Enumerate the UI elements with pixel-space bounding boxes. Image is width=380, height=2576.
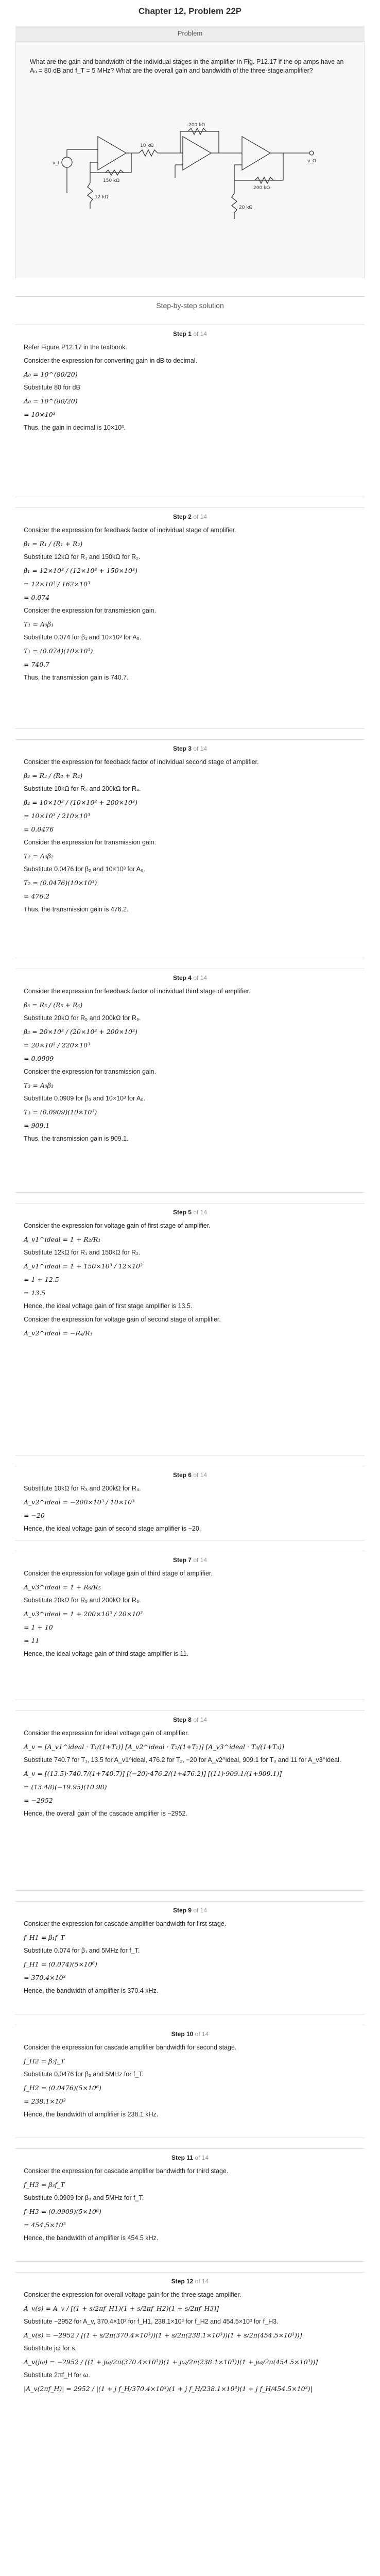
step-number: Step 12 — [171, 2278, 194, 2285]
step-4 — [15, 969, 365, 1193]
step-2 — [15, 507, 365, 729]
equation-line: = −20 — [24, 1512, 45, 1519]
step-3 — [15, 739, 365, 958]
text-line: Substitute 0.0909 for β₃ and 5MHz for f_T. — [24, 2194, 144, 2201]
equation-line: f_H1 = (0.074)(5×10⁶) — [24, 1960, 97, 1968]
text-line: Consider the expression for voltage gain of second stage of amplifier. — [24, 1316, 221, 1323]
text-line: Consider the expression for transmission gain. — [24, 839, 157, 846]
step-11 — [15, 2148, 365, 2262]
step-5 — [15, 1203, 365, 1455]
equation-line: A_v2^ideal = −R₄/R₃ — [24, 1329, 93, 1337]
text-line: Substitute jω for s. — [24, 2345, 77, 2352]
label-r4: 200 kΩ — [188, 123, 205, 128]
step-count: of 14 — [191, 330, 208, 337]
text-line: Consider the expression for cascade amplifier bandwidth for second stage. — [24, 2044, 237, 2051]
text-line: Substitute 10kΩ for R₃ and 200kΩ for R₄. — [24, 785, 141, 792]
step-count: of 14 — [191, 745, 208, 752]
text-line: Substitute 20kΩ for R₅ and 200kΩ for R₆. — [24, 1014, 141, 1022]
text-line: Consider the expression for transmission gain. — [24, 1068, 157, 1075]
equation-line: = 1 + 12.5 — [24, 1276, 59, 1283]
equation-line: = 1 + 10 — [24, 1623, 53, 1631]
equation-line: A₀ = 10^(80/20) — [24, 370, 78, 378]
label-vo: v_O — [307, 159, 316, 164]
equation-line: = 11 — [24, 1637, 40, 1645]
text-line: Thus, the transmission gain is 909.1. — [24, 1135, 129, 1142]
equation-line: A_v = [(13.5)·740.7/(1+740.7)] [(−20)·476.2/(1+476.2)] [(11)·909.1/(1+909.1)] — [24, 1770, 282, 1777]
step-label — [15, 1209, 365, 1216]
equation-line: T₁ = A₀β₁ — [24, 620, 54, 628]
equation-line: = 10×10³ / 210×10³ — [24, 812, 91, 820]
equation-line: A_v(jω) = −2952 / [(1 + jω/2π(370.4×10³))(1 + jω/2π(238.1×10³))(1 + jω/2π(454.5×10³))] — [24, 2358, 318, 2366]
text-line: Consider the expression for ideal voltage gain of amplifier. — [24, 1730, 189, 1737]
step-count: of 14 — [191, 1907, 208, 1914]
step-number: Step 4 — [172, 974, 192, 981]
step-label — [15, 974, 365, 981]
equation-line: A_v1^ideal = 1 + R₂/R₁ — [24, 1235, 101, 1243]
text-line: Hence, the ideal voltage gain of first stage amplifier is 13.5. — [24, 1302, 193, 1310]
equation-line: = 476.2 — [24, 892, 50, 900]
equation-line: T₃ = A₀β₃ — [24, 1081, 54, 1089]
step-label — [15, 1716, 365, 1723]
text-line: Hence, the ideal voltage gain of third stage amplifier is 11. — [24, 1650, 189, 1657]
equation-line: β₁ = R₁ / (R₁ + R₂) — [24, 540, 83, 548]
step-number: Step 2 — [172, 513, 192, 520]
chapter-title: Chapter 12, Problem 22P — [138, 6, 242, 16]
equation-line: f_H2 = β₂f_T — [24, 2057, 65, 2065]
text-line: Hence, the bandwidth of amplifier is 238.1 kHz. — [24, 2111, 159, 2118]
step-label — [15, 2154, 365, 2161]
text-line: Substitute −2952 for A_v, 370.4×10³ for f_H1, 238.1×10³ for f_H2 and 454.5×10³ for f_H3. — [24, 2318, 279, 2325]
equation-line: A_v1^ideal = 1 + 150×10³ / 12×10³ — [24, 1262, 143, 1270]
equation-line: = 740.7 — [24, 660, 50, 668]
text-line: Consider the expression for converting gain in dB to decimal. — [24, 357, 197, 364]
step-number: Step 7 — [172, 1556, 192, 1564]
step-label — [15, 1907, 365, 1914]
equation-line: A_v2^ideal = −200×10³ / 10×10³ — [24, 1498, 135, 1506]
text-line: Substitute 80 for dB — [24, 384, 80, 391]
step-9 — [15, 1901, 365, 2014]
label-r2: 150 kΩ — [103, 178, 120, 183]
equation-line: = 0.0476 — [24, 825, 54, 833]
equation-line: = 13.5 — [24, 1289, 46, 1297]
step-7 — [15, 1551, 365, 1700]
equation-line: A_v(s) = −2952 / [(1 + s/2π(370.4×10³))(1 + s/2π(238.1×10³))(1 + s/2π(454.5×10³))] — [24, 2331, 302, 2339]
text-line: Substitute 12kΩ for R₁ and 150kΩ for R₂. — [24, 553, 141, 561]
text-line: Consider the expression for feedback factor of individual stage of amplifier. — [24, 527, 236, 534]
equation-line: β₂ = 10×10³ / (10×10³ + 200×10³) — [24, 799, 137, 806]
text-line: Hence, the overall gain of the cascade amplifier is −2952. — [24, 1810, 187, 1817]
step-count: of 14 — [191, 513, 208, 520]
equation-line: A_v3^ideal = 1 + 200×10³ / 20×10³ — [24, 1610, 143, 1618]
text-line: Thus, the transmission gain is 476.2. — [24, 906, 129, 913]
text-line: Consider the expression for overall voltage gain for the three stage amplifier. — [24, 2291, 241, 2298]
text-line: Substitute 2πf_H for ω. — [24, 2371, 90, 2379]
text-line: Substitute 0.0909 for β₃ and 10×10³ for A₀. — [24, 1095, 146, 1102]
equation-line: T₂ = (0.0476)(10×10³) — [24, 879, 97, 887]
equation-line: f_H1 = β₁f_T — [24, 1934, 65, 1941]
equation-line: A_v = [A_v1^ideal · T₁/(1+T₁)] [A_v2^ideal · T₂/(1+T₂)] [A_v3^ideal · T₃/(1+T₃)] — [24, 1743, 284, 1751]
equation-line: A_v(s) = A_v / [(1 + s/2πf_H1)(1 + s/2πf_H2)(1 + s/2πf_H3)] — [24, 2304, 219, 2312]
equation-line: = 10×10³ — [24, 411, 56, 418]
step-label — [15, 2030, 365, 2038]
equation-line: A_v3^ideal = 1 + R₆/R₅ — [24, 1583, 101, 1591]
equation-line: β₃ = 20×10³ / (20×10³ + 200×10³) — [24, 1028, 137, 1036]
step-number: Step 8 — [172, 1716, 192, 1723]
equation-line: = 12×10³ / 162×10³ — [24, 580, 91, 588]
step-count: of 14 — [191, 1556, 208, 1564]
equation-line: = 454.5×10³ — [24, 2221, 66, 2229]
circuit-diagram — [51, 121, 330, 255]
label-vi: v_I — [53, 161, 59, 166]
text-line: Consider the expression for cascade amplifier bandwidth for first stage. — [24, 1920, 227, 1927]
step-count: of 14 — [191, 1716, 208, 1723]
step-number: Step 11 — [171, 2154, 193, 2161]
label-r1: 12 kΩ — [95, 195, 109, 200]
equation-line: T₂ = A₀β₂ — [24, 852, 54, 860]
text-line: Substitute 0.074 for β₁ and 5MHz for f_T. — [24, 1947, 140, 1954]
text-line: Consider the expression for feedback factor of individual third stage of amplifier. — [24, 988, 251, 995]
equation-line: f_H3 = (0.0909)(5×10⁶) — [24, 2208, 101, 2215]
text-line: Hence, the bandwidth of amplifier is 370.4 kHz. — [24, 1987, 159, 1994]
equation-line: f_H3 = β₃f_T — [24, 2181, 65, 2189]
step-by-step-title: Step-by-step solution — [156, 301, 224, 310]
text-line: Substitute 0.0476 for β₂ and 10×10³ for A₀. — [24, 866, 145, 873]
text-line: Consider the expression for feedback factor of individual second stage of amplifier. — [24, 758, 259, 766]
equation-line: β₁ = 12×10³ / (12×10³ + 150×10³) — [24, 567, 137, 574]
equation-line: = 0.0909 — [24, 1055, 54, 1062]
text-line: Hence, the ideal voltage gain of second stage amplifier is −20. — [24, 1525, 201, 1532]
step-8 — [15, 1710, 365, 1891]
equation-line: = 20×10³ / 220×10³ — [24, 1041, 91, 1049]
text-line: Thus, the transmission gain is 740.7. — [24, 674, 129, 681]
step-label — [15, 1556, 365, 1564]
equation-line: β₃ = R₅ / (R₅ + R₆) — [24, 1001, 83, 1009]
text-line: Substitute 12kΩ for R₁ and 150kΩ for R₂. — [24, 1249, 141, 1256]
label-r3: 10 kΩ — [140, 143, 154, 148]
divider — [15, 296, 365, 297]
label-r6: 200 kΩ — [253, 185, 270, 191]
equation-line: β₂ = R₃ / (R₃ + R₄) — [24, 772, 83, 779]
step-label — [15, 513, 365, 520]
step-count: of 14 — [193, 2030, 209, 2038]
step-number: Step 5 — [172, 1209, 192, 1216]
text-line: Consider the expression for voltage gain of third stage of amplifier. — [24, 1570, 213, 1577]
step-12 — [15, 2272, 365, 2576]
equation-line: = 909.1 — [24, 1122, 50, 1129]
equation-line: = (13.48)(−19.95)(10.98) — [24, 1783, 107, 1791]
step-6 — [15, 1466, 365, 1540]
equation-line: = 0.074 — [24, 594, 50, 601]
step-count: of 14 — [191, 1209, 208, 1216]
step-count: of 14 — [193, 2278, 209, 2285]
text-line: Substitute 740.7 for T₁, 13.5 for A_v1^ideal, 476.2 for T₂, −20 for A_v2^ideal, 909.1 for T₃ and 11 for A_v3^ideal. — [24, 1756, 341, 1764]
step-number: Step 6 — [172, 1471, 192, 1479]
step-number: Step 1 — [172, 330, 192, 337]
step-1 — [15, 325, 365, 497]
equation-line: f_H2 = (0.0476)(5×10⁶) — [24, 2084, 101, 2092]
label-r5: 20 kΩ — [239, 205, 253, 210]
text-line: Hence, the bandwidth of amplifier is 454.5 kHz. — [24, 2234, 159, 2242]
step-number: Step 3 — [172, 745, 192, 752]
equation-line: T₁ = (0.074)(10×10³) — [24, 647, 93, 655]
text-line: Substitute 0.074 for β₁ and 10×10³ for A₀. — [24, 634, 142, 641]
text-line: Refer Figure P12.17 in the textbook. — [24, 344, 127, 351]
text-line: Thus, the gain in decimal is 10×10³. — [24, 424, 126, 431]
step-label — [15, 1471, 365, 1479]
step-10 — [15, 2025, 365, 2138]
text-line: Consider the expression for transmission gain. — [24, 607, 157, 614]
equation-line: = 370.4×10³ — [24, 1974, 66, 1981]
step-count: of 14 — [193, 2154, 209, 2161]
equation-line: = 238.1×10³ — [24, 2097, 66, 2105]
problem-text: What are the gain and bandwidth of the individual stages in the amplifier in Fig. P12.17 if the op amps have an A₀ = 80 dB and f_T = 5 MHz? What are the overall gain and bandwidth of the three-stage amplifier? — [30, 58, 344, 74]
step-number: Step 10 — [171, 2030, 194, 2038]
step-number: Step 9 — [172, 1907, 192, 1914]
text-line: Substitute 0.0476 for β₂ and 5MHz for f_T. — [24, 2071, 144, 2078]
step-count: of 14 — [191, 974, 208, 981]
text-line: Consider the expression for voltage gain of first stage of amplifier. — [24, 1222, 211, 1229]
equation-line: = −2952 — [24, 1797, 53, 1804]
text-line: Consider the expression for cascade amplifier bandwidth for third stage. — [24, 2167, 229, 2175]
step-label — [15, 330, 365, 337]
equation-line: A₀ = 10^(80/20) — [24, 397, 78, 405]
text-line: Substitute 10kΩ for R₃ and 200kΩ for R₄. — [24, 1485, 141, 1492]
equation-line: |A_v(2πf_H)| = 2952 / |(1 + j f_H/370.4×10³)(1 + j f_H/238.1×10³)(1 + j f_H/454.5×10³)| — [24, 2385, 313, 2393]
equation-line: T₃ = (0.0909)(10×10³) — [24, 1108, 97, 1116]
step-label — [15, 745, 365, 752]
step-count: of 14 — [191, 1471, 208, 1479]
text-line: Substitute 20kΩ for R₅ and 200kΩ for R₆. — [24, 1597, 141, 1604]
problem-header: Problem — [15, 26, 365, 41]
step-label — [15, 2278, 365, 2285]
